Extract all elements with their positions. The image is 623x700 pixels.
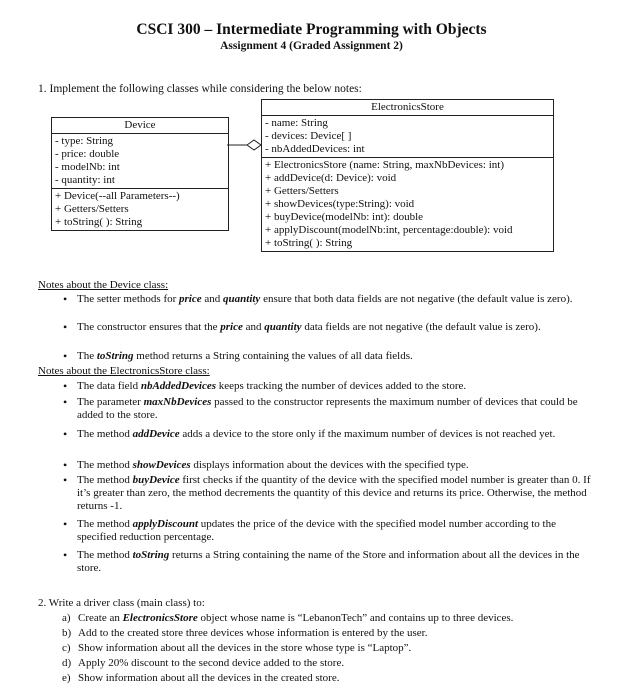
note-text: returns a String containing the name of the Store and information about all the devices in the store. bbox=[77, 549, 580, 575]
task-letter: a) bbox=[62, 612, 71, 624]
note-keyword: showDevices bbox=[132, 459, 191, 471]
device-method: + Device(--all Parameters--) bbox=[55, 190, 180, 202]
note-text: The constructor ensures that the bbox=[77, 321, 221, 333]
note-text: The setter methods for bbox=[77, 293, 180, 305]
store-method: + addDevice(d: Device): void bbox=[265, 172, 397, 184]
note-text: first checks if the quantity of the device with the specified model number is greater than 0. If it’s greater than zero, the method decrements the quantity of this device and returns its price. Otherwise, the method returns -1. bbox=[77, 474, 591, 513]
store-method: + Getters/Setters bbox=[265, 185, 339, 197]
note-text: The method bbox=[77, 474, 133, 486]
task-text: Create an bbox=[78, 612, 123, 624]
store-note-1 bbox=[77, 380, 593, 393]
note-keyword: buyDevice bbox=[132, 474, 180, 486]
device-class-name: Device bbox=[52, 118, 228, 134]
device-attribute: - price: double bbox=[55, 148, 120, 160]
note-text: The bbox=[77, 350, 97, 362]
task-letter: e) bbox=[62, 672, 71, 684]
device-attribute: - quantity: int bbox=[55, 174, 115, 186]
task-letter: c) bbox=[62, 642, 71, 654]
store-method: + showDevices(type:String): void bbox=[265, 198, 415, 210]
note-keyword: toString bbox=[96, 350, 134, 362]
note-text: displays information about the devices with the specified type. bbox=[190, 459, 469, 471]
device-methods bbox=[52, 188, 228, 230]
task-text: Add to the created store three devices whose information is entered by the user. bbox=[78, 627, 428, 639]
note-keyword: price bbox=[179, 293, 202, 305]
note-keyword: addDevice bbox=[132, 428, 180, 440]
store-method: + buyDevice(modelNb: int): double bbox=[265, 211, 424, 223]
device-method: + toString( ): String bbox=[55, 216, 143, 228]
store-note-7 bbox=[77, 549, 593, 575]
task-a bbox=[62, 612, 513, 625]
note-text: adds a device to the store only if the maximum number of devices is not reached yet. bbox=[179, 428, 556, 440]
task-text: Show information about all the devices in the store whose type is “Laptop”. bbox=[78, 642, 412, 654]
task-text: object whose name is “LebanonTech” and contains up to three devices. bbox=[197, 612, 514, 624]
note-text: The method bbox=[77, 549, 133, 561]
note-text: The method bbox=[77, 428, 133, 440]
note-text: keeps tracking the number of devices added to the store. bbox=[216, 380, 467, 392]
question-1: 1. Implement the following classes while considering the below notes: bbox=[38, 83, 362, 95]
note-text: ensure that both data fields are not negative (the default value is zero). bbox=[260, 293, 573, 305]
aggregation-connector bbox=[227, 138, 261, 152]
task-text: Apply 20% discount to the second device added to the store. bbox=[78, 657, 345, 669]
note-text: data fields are not negative (the default value is zero). bbox=[301, 321, 541, 333]
task-letter: b) bbox=[62, 627, 72, 639]
device-note-1 bbox=[77, 293, 593, 306]
store-note-2 bbox=[77, 396, 593, 422]
device-notes-heading: Notes about the Device class: bbox=[38, 279, 169, 291]
note-text: The data field bbox=[77, 380, 141, 392]
store-methods bbox=[262, 157, 553, 251]
note-text: The method bbox=[77, 518, 133, 530]
task-text: Show information about all the devices in the created store. bbox=[78, 672, 340, 684]
store-method: + ElectronicsStore (name: String, maxNbDevices: int) bbox=[265, 159, 504, 171]
note-text: and bbox=[201, 293, 224, 305]
device-attributes bbox=[52, 134, 228, 188]
document-title: CSCI 300 – Intermediate Programming with Objects bbox=[136, 21, 487, 38]
store-notes-heading: Notes about the ElectronicsStore class: bbox=[38, 365, 210, 377]
store-method: + applyDiscount(modelNb:int, percentage:double): void bbox=[265, 224, 513, 236]
question-2: 2. Write a driver class (main class) to: bbox=[38, 597, 205, 609]
task-c bbox=[62, 642, 411, 655]
task-keyword: ElectronicsStore bbox=[122, 612, 198, 624]
note-keyword: applyDiscount bbox=[132, 518, 199, 530]
device-attribute: - modelNb: int bbox=[55, 161, 120, 173]
device-note-2 bbox=[77, 321, 593, 334]
store-note-4 bbox=[77, 459, 593, 472]
task-d bbox=[62, 657, 344, 670]
store-method: + toString( ): String bbox=[265, 237, 353, 249]
note-text: method returns a String containing the values of all data fields. bbox=[133, 350, 413, 362]
note-text: updates the price of the device with the specified model number according to the specified reduction percentage. bbox=[77, 518, 556, 544]
note-text: passed to the constructor represents the maximum number of devices that could be added to the store. bbox=[77, 396, 578, 422]
note-keyword: toString bbox=[132, 549, 170, 561]
device-method: + Getters/Setters bbox=[55, 203, 129, 215]
note-text: and bbox=[242, 321, 265, 333]
store-attribute: - nbAddedDevices: int bbox=[265, 143, 365, 155]
note-keyword: maxNbDevices bbox=[143, 396, 212, 408]
store-attribute: - devices: Device[ ] bbox=[265, 130, 352, 142]
note-keyword: price bbox=[220, 321, 243, 333]
note-keyword: nbAddedDevices bbox=[140, 380, 216, 392]
note-text: The parameter bbox=[77, 396, 144, 408]
note-keyword: quantity bbox=[223, 293, 261, 305]
store-attribute: - name: String bbox=[265, 117, 328, 129]
store-attributes bbox=[262, 116, 553, 157]
store-class-name: ElectronicsStore bbox=[262, 100, 553, 116]
store-note-5 bbox=[77, 474, 593, 514]
store-note-3 bbox=[77, 428, 593, 441]
store-note-6 bbox=[77, 518, 593, 544]
task-letter: d) bbox=[62, 657, 72, 669]
aggregation-diamond-icon bbox=[247, 140, 261, 150]
device-attribute: - type: String bbox=[55, 135, 114, 147]
device-class-diagram bbox=[51, 117, 229, 231]
store-class-diagram bbox=[261, 99, 554, 252]
task-e bbox=[62, 672, 339, 685]
task-b bbox=[62, 627, 427, 640]
device-note-3 bbox=[77, 350, 593, 363]
document-subtitle: Assignment 4 (Graded Assignment 2) bbox=[220, 40, 403, 52]
note-keyword: quantity bbox=[264, 321, 302, 333]
note-text: The method bbox=[77, 459, 133, 471]
